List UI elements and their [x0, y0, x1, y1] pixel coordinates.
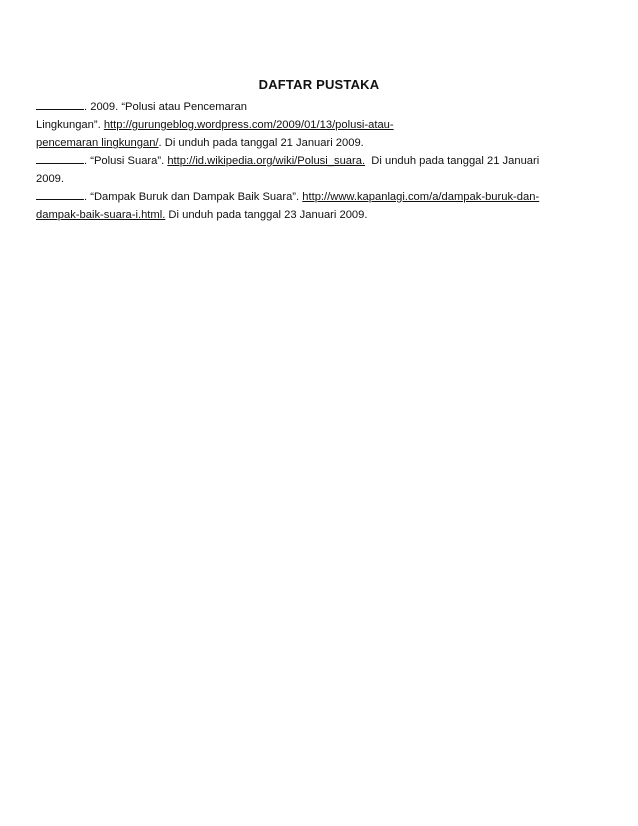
- page-title: DAFTAR PUSTAKA: [258, 77, 380, 92]
- reference-text: . “Polusi Suara”.: [84, 155, 168, 167]
- reference-link[interactable]: http://gurungeblog.wordpress.com/2009/01/13/polusi-atau-: [103, 119, 394, 131]
- reference-line: [74, 98, 556, 116]
- reference-line: [74, 152, 556, 170]
- reference-item-3: [36, 188, 556, 224]
- reference-text: Lingkungan”.: [36, 119, 104, 131]
- reference-item-1: [36, 98, 556, 152]
- reference-link[interactable]: http://www.kapanlagi.com/a/dampak-buruk-dan-: [302, 191, 540, 203]
- reference-line: [36, 170, 556, 188]
- reference-link[interactable]: http://id.wikipedia.org/wiki/Polusi_suara.: [167, 155, 366, 167]
- reference-line: [74, 188, 556, 206]
- reference-line: [36, 206, 556, 224]
- reference-text: . 2009. “Polusi atau Pencemaran: [84, 101, 247, 113]
- reference-list: [36, 98, 556, 224]
- reference-text: . “Dampak Buruk dan Dampak Baik Suara”.: [84, 191, 303, 203]
- author-blank: [36, 188, 84, 200]
- reference-line: [36, 134, 556, 152]
- reference-item-2: [36, 152, 556, 188]
- author-blank: [36, 98, 84, 110]
- author-blank: [36, 152, 84, 164]
- reference-link[interactable]: pencemaran lingkungan/: [36, 137, 159, 149]
- reference-text: . Di unduh pada tanggal 21 Januari 2009.: [158, 137, 364, 149]
- reference-line: [36, 116, 556, 134]
- reference-text: Di unduh pada tanggal 21 Januari: [365, 155, 540, 167]
- reference-link[interactable]: dampak-baik-suara-i.html.: [36, 209, 166, 221]
- reference-text: Di unduh pada tanggal 23 Januari 2009.: [165, 209, 368, 221]
- reference-text: 2009.: [36, 173, 64, 185]
